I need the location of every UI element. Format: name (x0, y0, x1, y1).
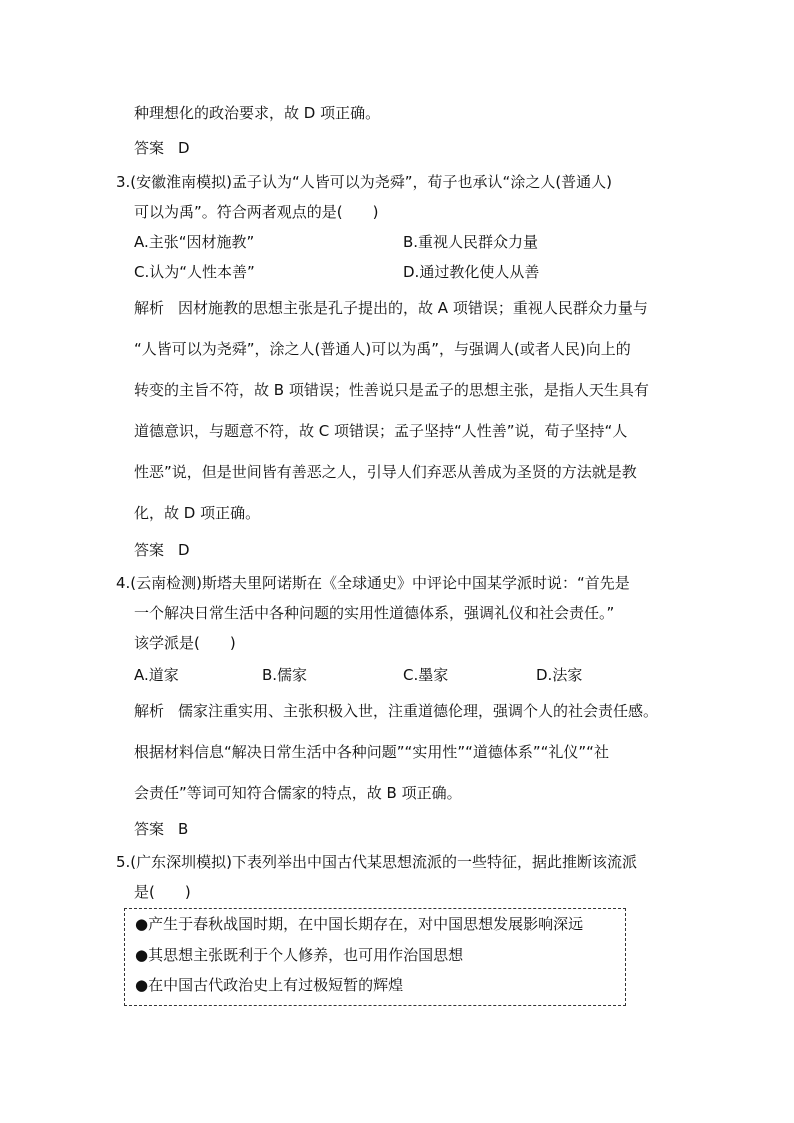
text-line: 种理想化的政治要求，故 D 项正确。 (134, 104, 381, 122)
feature-table-box (124, 908, 626, 1006)
answer-value: D (178, 139, 190, 157)
question-3-line-2: 可以为禹”。符合两者观点的是( ) (134, 203, 379, 221)
q3-option-d: D.通过教化使人从善 (403, 263, 540, 281)
explanation-4-line-1 (134, 701, 658, 721)
feature-item: ●产生于春秋战国时期，在中国长期存在，对中国思想发展影响深远 (135, 915, 584, 933)
question-4-line-1: 4.(云南检测)斯塔夫里阿诺斯在《全球通史》中评论中国某学派时说：“首先是 (116, 574, 630, 592)
explanation-3-line-4: 道德意识，与题意不符，故 C 项错误；孟子坚持“人性善”说，荀子坚持“人 (134, 422, 628, 440)
answer-line (134, 540, 190, 560)
answer-line (134, 819, 188, 839)
explanation-3-line-5: 性恶”说，但是世间皆有善恶之人，引导人们弃恶从善成为圣贤的方法就是教 (134, 463, 637, 481)
explanation-label: 解析 (134, 702, 165, 720)
answer-label: 答案 (134, 541, 165, 559)
explanation-3-line-2: “人皆可以为尧舜”，涂之人(普通人)可以为禹”，与强调人(或者人民)向上的 (134, 340, 631, 358)
explanation-text: 儒家注重实用、主张积极入世，注重道德伦理，强调个人的社会责任感。 (178, 702, 659, 720)
explanation-3-line-6: 化，故 D 项正确。 (134, 504, 261, 522)
q4-option-a: A.道家 (134, 666, 179, 684)
question-3-line-1: 3.(安徽淮南模拟)孟子认为“人皆可以为尧舜”，荀子也承认“涂之人(普通人) (116, 173, 613, 191)
q4-option-d: D.法家 (536, 666, 583, 684)
answer-value: D (178, 541, 190, 559)
question-4-line-3: 该学派是( ) (134, 634, 236, 652)
answer-label: 答案 (134, 820, 165, 838)
q4-option-c: C.墨家 (403, 666, 449, 684)
answer-label: 答案 (134, 139, 165, 157)
explanation-4-line-3: 会责任”等词可知符合儒家的特点，故 B 项正确。 (134, 784, 462, 802)
answer-line (134, 138, 190, 158)
answer-value: B (178, 820, 189, 838)
explanation-4-line-2: 根据材料信息“解决日常生活中各种问题”“实用性”“道德体系”“礼仪”“社 (134, 743, 609, 761)
q3-option-b: B.重视人民群众力量 (403, 233, 539, 251)
question-5-line-1: 5.(广东深圳模拟)下表列举出中国古代某思想流派的一些特征，据此推断该流派 (116, 853, 638, 871)
feature-item: ●在中国古代政治史上有过极短暂的辉煌 (135, 976, 404, 994)
question-5-line-2: 是( ) (134, 883, 191, 901)
explanation-3-line-3: 转变的主旨不符，故 B 项错误；性善说只是孟子的思想主张，是指人天生具有 (134, 381, 649, 399)
q3-option-c: C.认为“人性本善” (134, 263, 255, 281)
explanation-3-line-1 (134, 298, 648, 318)
question-4-line-2: 一个解决日常生活中各种问题的实用性道德体系，强调礼仪和社会责任。” (134, 604, 615, 622)
feature-item: ●其思想主张既利于个人修养，也可用作治国思想 (135, 946, 464, 964)
explanation-text: 因材施教的思想主张是孔子提出的，故 A 项错误；重视人民群众力量与 (178, 299, 648, 317)
explanation-label: 解析 (134, 299, 165, 317)
q3-option-a: A.主张“因材施教” (134, 233, 255, 251)
q4-option-b: B.儒家 (262, 666, 308, 684)
